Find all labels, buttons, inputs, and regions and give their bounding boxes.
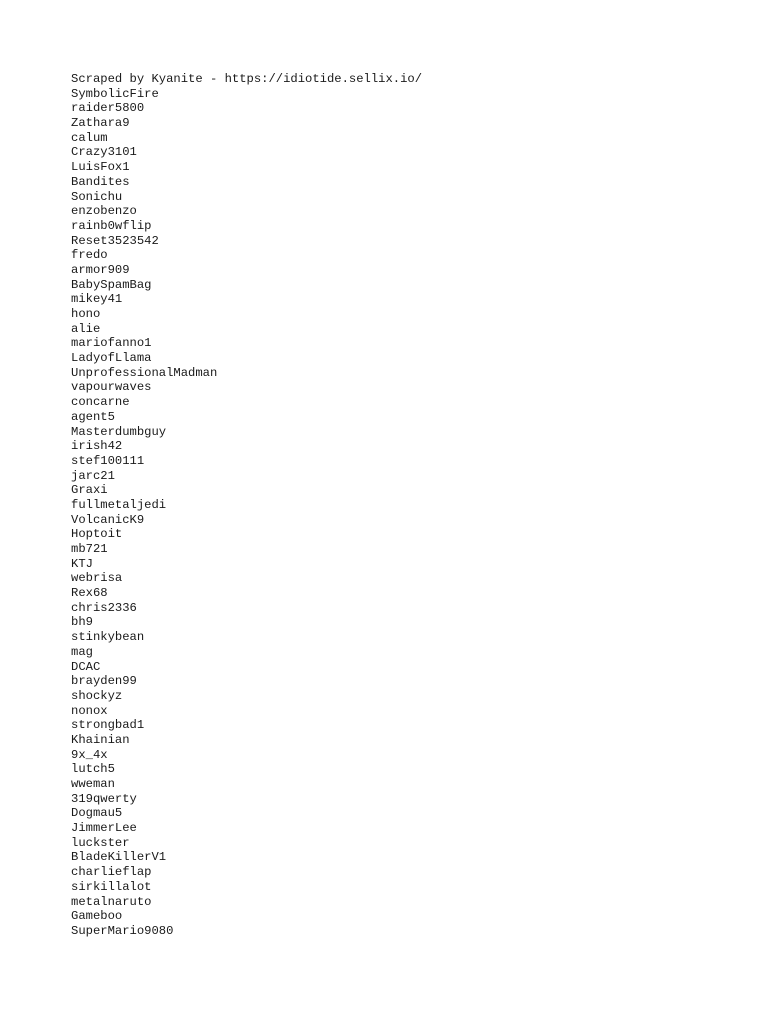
list-item: enzobenzo bbox=[71, 204, 137, 219]
list-item: Sonichu bbox=[71, 189, 123, 204]
header-line: Scraped by Kyanite - https://idiotide.sellix.io/ bbox=[71, 72, 423, 86]
list-item: sirkillalot bbox=[71, 879, 152, 894]
list-item: mikey41 bbox=[71, 292, 123, 307]
list-item: 9x_4x bbox=[71, 747, 108, 762]
list-item: Rex68 bbox=[71, 586, 108, 601]
username-list bbox=[71, 87, 731, 939]
list-item: charlieflap bbox=[71, 865, 152, 880]
list-item: JimmerLee bbox=[71, 821, 137, 836]
list-item: concarne bbox=[71, 395, 130, 410]
list-item: DCAC bbox=[71, 659, 101, 674]
document-page bbox=[71, 72, 731, 939]
list-item: fullmetaljedi bbox=[71, 497, 167, 512]
list-item: BladeKillerV1 bbox=[71, 850, 167, 865]
list-item: UnprofessionalMadman bbox=[71, 365, 218, 380]
list-item: chris2336 bbox=[71, 600, 137, 615]
list-item: strongbad1 bbox=[71, 718, 145, 733]
list-item: rainb0wflip bbox=[71, 218, 152, 233]
list-item: Zathara9 bbox=[71, 116, 130, 131]
list-item: raider5800 bbox=[71, 101, 145, 116]
list-item: 319qwerty bbox=[71, 791, 137, 806]
list-item: shockyz bbox=[71, 688, 123, 703]
list-item: jarc21 bbox=[71, 468, 115, 483]
list-item: Reset3523542 bbox=[71, 233, 159, 248]
list-item: Bandites bbox=[71, 174, 130, 189]
list-item: brayden99 bbox=[71, 674, 137, 689]
list-item: mag bbox=[71, 644, 93, 659]
list-item: hono bbox=[71, 307, 101, 321]
list-item: stef100111 bbox=[71, 453, 145, 468]
list-item: vapourwaves bbox=[71, 380, 152, 395]
list-item: stinkybean bbox=[71, 630, 145, 645]
list-item: Crazy3101 bbox=[71, 145, 137, 160]
list-item: Gameboo bbox=[71, 909, 123, 924]
list-item: luckster bbox=[71, 835, 130, 850]
list-item: wweman bbox=[71, 777, 115, 791]
list-item: LuisFox1 bbox=[71, 160, 130, 175]
list-item: metalnaruto bbox=[71, 894, 152, 909]
list-item: VolcanicK9 bbox=[71, 512, 145, 527]
list-item: mariofanno1 bbox=[71, 336, 152, 351]
list-item: SuperMario9080 bbox=[71, 923, 174, 938]
list-item: bh9 bbox=[71, 615, 93, 630]
list-item: agent5 bbox=[71, 409, 115, 424]
list-item: Graxi bbox=[71, 483, 108, 498]
list-item: alie bbox=[71, 321, 101, 336]
list-item: Masterdumbguy bbox=[71, 424, 167, 439]
list-item: Hoptoit bbox=[71, 527, 123, 542]
list-item: fredo bbox=[71, 248, 108, 263]
list-item: SymbolicFire bbox=[71, 86, 159, 101]
list-item: LadyofLlama bbox=[71, 351, 152, 366]
list-item: webrisa bbox=[71, 571, 123, 586]
list-item: mb721 bbox=[71, 542, 108, 556]
list-item: Dogmau5 bbox=[71, 806, 123, 821]
list-item: lutch5 bbox=[71, 762, 115, 777]
list-item: BabySpamBag bbox=[71, 277, 152, 292]
list-item: nonox bbox=[71, 703, 108, 718]
list-item: irish42 bbox=[71, 439, 123, 454]
list-item: armor909 bbox=[71, 262, 130, 277]
list-item: KTJ bbox=[71, 556, 93, 571]
list-item: calum bbox=[71, 130, 108, 145]
list-item: Khainian bbox=[71, 732, 130, 747]
